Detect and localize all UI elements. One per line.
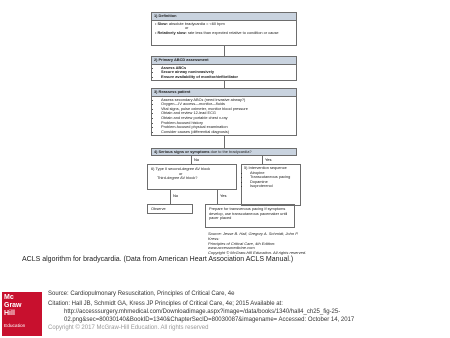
abcd-item: • Ensure availability of monitor/defibrillator xyxy=(161,75,294,80)
or-label-1: or xyxy=(185,25,189,31)
connector-3-4 xyxy=(224,136,225,148)
serious-signs-suffix: due to the bradycardia? xyxy=(209,149,252,154)
reassess-item: • Oxygen—IV access—monitor—fluids xyxy=(161,102,294,107)
slow-text: absolute bradycardia = <60 bpm xyxy=(167,20,225,26)
intervention-box xyxy=(241,164,301,206)
figure-credit xyxy=(208,232,308,256)
logo-text-mc: Mc xyxy=(4,294,14,301)
credit-line-1: Source: Jesse B. Hall, Gregory A. Schmidt, John P. Kress: xyxy=(208,231,299,241)
connector-6-right xyxy=(217,190,218,204)
slow-label: Slow: xyxy=(157,20,168,26)
abcd-item: • Assess ABCs xyxy=(161,66,294,71)
intervention-item: • Atropine xyxy=(250,171,298,176)
definition-box: 1) Definition • Slow: absolute bradycardia = <60 bpm or • Relatively slow: rate less than expected relative to condition or cause xyxy=(151,12,297,46)
observe-text: Observe xyxy=(151,206,166,211)
av-block-line1: 6) Type II second-degree AV block xyxy=(151,166,211,171)
credit-line-3: Copyright © McGraw-Hill Education. All rights reserved. xyxy=(208,250,307,256)
transvenous-pacing-text: Prepare for transvenous pacing If symptoms develop, use transcutaneous pacemaker until pacer placed xyxy=(209,206,288,221)
transvenous-pacing-box xyxy=(205,204,295,228)
credit-line-2: Principles of Critical Care, 4th Edition: www.accessmedicine.com xyxy=(208,240,276,251)
figure-caption: ACLS algorithm for bradycardia. (Data from American Heart Association ACLS Manual.) xyxy=(22,256,294,263)
intervention-item: • Dopamine xyxy=(250,180,298,185)
definition-title: 1) Definition xyxy=(152,13,296,21)
citation-url-2: 02.png&sec=80030140&BookID=1340&ChapterSecID=80030087&imagename= Accessed: October 14, 2017 xyxy=(64,317,355,323)
citation-url-1: http://accesssurgery.mhmedical.com/Downloadimage.aspx?image=/data/books/1340/hall4_ch25_fig-25- xyxy=(64,309,341,315)
yes-label-2: Yes xyxy=(220,193,227,198)
av-block-box xyxy=(147,164,237,190)
reassess-title: 3) Reassess patient xyxy=(152,89,296,97)
reassess-box xyxy=(151,88,297,136)
copyright-line: Copyright © 2017 McGraw-Hill Education. All rights reserved xyxy=(48,325,209,331)
source-block xyxy=(48,290,448,332)
reassess-item: • Assess secondary ABCs (need invasive airway?) xyxy=(161,98,294,103)
abcd-item: • Secure airway noninvasively xyxy=(161,70,294,75)
reassess-item: • Vital signs, pulse oximeter, monitor blood pressure xyxy=(161,107,294,112)
primary-abcd-title: 2) Primary ABCD assessment xyxy=(152,57,296,65)
yes-label-1: Yes xyxy=(265,157,272,162)
connector-6-left xyxy=(170,190,171,204)
connector-4-left xyxy=(191,156,192,164)
intervention-title: 5) Intervention sequence xyxy=(244,165,287,170)
no-label-1: No xyxy=(194,157,200,162)
reassess-item: • Obtain and review portable chest x-ray xyxy=(161,116,294,121)
source-line: Source: Cardiopulmonary Resuscitation, Principles of Critical Care, 4e xyxy=(48,291,235,297)
logo-text-graw: Graw xyxy=(4,302,22,309)
logo-text-hill: Hill xyxy=(4,310,15,317)
relatively-slow-text: rate less than expected relative to condition or cause xyxy=(186,29,279,35)
observe-box xyxy=(147,204,193,214)
reassess-item: • Problem-focused physical examination xyxy=(161,125,294,130)
connector-1-2 xyxy=(224,46,225,56)
intervention-item: • Isoproterenol xyxy=(250,184,298,189)
reassess-item: • Problem-focused history xyxy=(161,121,294,126)
serious-signs-title: 4) Serious signs or symptoms xyxy=(154,149,210,154)
reassess-item: • Obtain and review 12-lead ECG xyxy=(161,111,294,116)
reassess-item: • Consider causes (differential diagnosis) xyxy=(161,130,294,135)
connector-2-3 xyxy=(224,81,225,88)
logo-text-education: Education xyxy=(4,324,26,329)
av-block-line2: Third-degree AV block? xyxy=(157,175,198,181)
primary-abcd-box xyxy=(151,56,297,81)
citation-line: Citation: Hall JB, Schmidt GA, Kress JP Principles of Critical Care, 4e; 2015 Available at: xyxy=(48,301,283,307)
serious-signs-box xyxy=(151,148,297,156)
or-label-2: or xyxy=(179,170,183,176)
no-label-2: No xyxy=(173,193,179,198)
intervention-item: • Transcutaneous pacing xyxy=(250,175,298,180)
relatively-slow-label: Relatively slow: xyxy=(157,29,187,35)
connector-4-right xyxy=(262,156,263,164)
